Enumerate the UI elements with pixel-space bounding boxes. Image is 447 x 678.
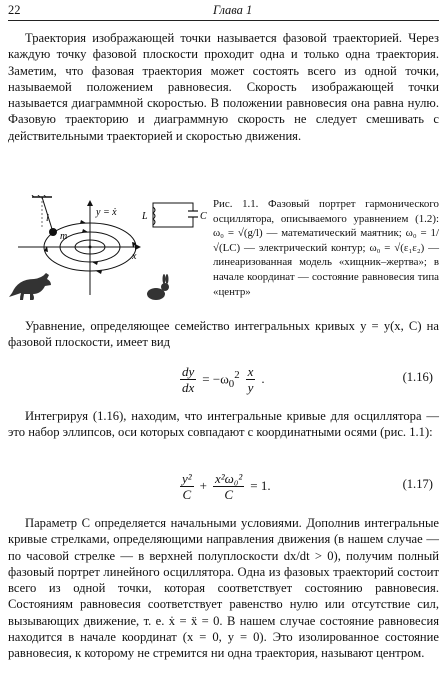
fraction-y2-C: $\frac{\text{y²}}{C}$ bbox=[182, 470, 192, 502]
chapter-title: Глава 1 bbox=[213, 3, 253, 17]
lc-circuit-icon bbox=[153, 203, 198, 227]
equation-1-16: $\frac{dy}{dx}$ = $-\omega_0^2$ $\frac{x}{y}$ . (1.16) bbox=[182, 363, 433, 395]
phase-portrait-figure bbox=[8, 195, 208, 305]
label-C: C bbox=[200, 211, 207, 222]
page-number: 22 bbox=[8, 3, 21, 17]
label-m: m bbox=[60, 231, 68, 242]
pendulum-icon bbox=[31, 195, 57, 236]
fox-icon bbox=[9, 273, 51, 300]
label-l: l bbox=[46, 213, 49, 224]
paragraph-integral-curves: Уравнение, определяющее семейство интегральных кривых y = y(x, C) на фазовой плоскости, имеет вид bbox=[8, 319, 439, 350]
direction-arrow bbox=[82, 229, 88, 233]
equation-number: (1.17) bbox=[402, 477, 433, 491]
fraction-x-y: $\frac{x}{y}$ bbox=[247, 363, 254, 395]
fraction-x2w2-C: $\frac{\text{x²ω₀²}}{C}$ bbox=[215, 470, 243, 502]
direction-arrow bbox=[80, 220, 86, 224]
equation-1-17: $\frac{\text{y²}}{C}$ + $\frac{\text{x²ω₀²}}{C}$ = 1. (1.17) bbox=[182, 470, 433, 502]
paragraph-ellipses: Интегрируя (1.16), находим, что интегральные кривые для осциллятора — это набор эллипсов, оси которых совпадают с координатными осями (рис. 1.1): bbox=[8, 409, 439, 440]
fraction-dy-dx: $\frac{dy}{dx}$ bbox=[182, 363, 195, 395]
x-axis-label: x bbox=[132, 251, 137, 262]
direction-arrow bbox=[96, 271, 102, 275]
paragraph-parameter-C: Параметр C определяется начальными условиями. Дополнив интегральные кривые стрелками, определяющими направления движения (в нашем случае — по часовой стрелке — в верхней полуплоскости dx/dt > 0), получим полный фазовый портрет линейного осциллятора. Одна из фазовых траекторий состоит всего из одной точки, которая соответствует состоянию равновесия. Состояниям равновесия соответствует равенство нулю или отсутствие сил, вызывающих движение, т. е. ẋ = ẍ = 0. В нашем случае состояние равновесия находится в начале координат (x = 0, y = 0). Это изолированное состояние равновесия, к которому не стремится ни одна траектория, называют центром. bbox=[8, 516, 439, 661]
label-L: L bbox=[142, 211, 148, 222]
y-axis-label: y = ẋ bbox=[96, 207, 117, 218]
direction-arrow bbox=[92, 262, 98, 266]
rabbit-icon bbox=[147, 274, 169, 300]
equation-number: (1.16) bbox=[402, 370, 433, 384]
page-header bbox=[8, 2, 439, 21]
figure-caption: Рис. 1.1. Фазовый портрет гармонического осциллятора, описываемого уравнением (1.2): ω₀ = √(g/l) — математический маятник; ω₀ = 1/√(LC) — электрический контур; ω₀ = √(ε₁ε₂) — линеаризованная модель «хищник–жертва»; в начале координат — состояние равновесия типа «центр» bbox=[213, 198, 439, 298]
center-point bbox=[89, 246, 92, 249]
paragraph-phase-trajectory: Траектория изображающей точки называется фазовой траекторией. Через каждую точку фазовой плоскости проходит одна и только одна траектория. Заметим, что фазовая траектория может состоять всего из одной точки, называемой положением равновесия. Скорость изображающей точки называется диаграммной скоростью. В положении равновесия она равна нулю. Фазовую траекторию и диаграммную скорость не следует смешивать с действительными траекторией и скоростью движения. bbox=[8, 31, 439, 143]
